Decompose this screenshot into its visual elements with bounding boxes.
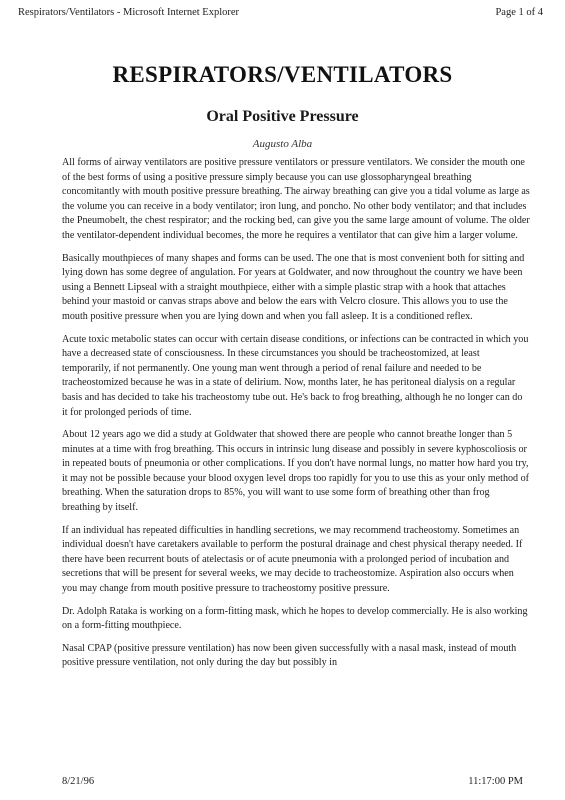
print-header <box>18 6 543 19</box>
paragraph: Dr. Adolph Rataka is working on a form-fitting mask, which he hopes to develop commercially. He is also working on a form-fitting mouthpiece. <box>62 605 528 632</box>
article-body <box>62 156 530 679</box>
print-date: 8/21/96 <box>62 776 95 787</box>
paragraph: Nasal CPAP (positive pressure ventilation) has now been given successfully with a nasal mask, instead of mouth positive pressure ventilation, not only during the day but possibly in <box>62 642 517 669</box>
paragraph: Acute toxic metabolic states can occur with certain disease conditions, or infections can be contracted in which you have a decreased state of consciousness. In these circumstances you should be tracheostomized, at least temporarily, if not permanently. One young man went through a period of renal failure and needed to be tracheostomized because he was in a state of delirium. Now, months later, he has peritoneal dialysis on a regular basis and has decided to take his tracheostomy tube out. He's back to frog breathing, although he no longer can do it for prolonged periods of time. <box>62 333 529 418</box>
paragraph: If an individual has repeated difficulties in handling secretions, we may recommend tracheostomy. Sometimes an individual doesn't have caretakers available to perform the postural drainage and chest physical therapy needed. If there have been recurrent bouts of atelectasis or of acute pneumonia with a prolonged period of incubation and secretions that will be present for several weeks, we may decide to tracheostomize. Aspiration also occurs when you may change from mouth positive pressure to tracheostomy positive pressure. <box>62 524 523 595</box>
paragraph: All forms of airway ventilators are positive pressure ventilators or pressure ventilators. We consider the mouth one of the best forms of using a positive pressure simply because you can use glossopharyngeal breathing concomitantly with mouth positive pressure breathing. The airway breathing can give you a tidal volume as large as the volume you can receive in a body ventilator; iron lung, and poncho. No other body ventilator; and that includes the Pneumobelt, the chest respirator; and the rocking bed, can give you the same large amount of volume. The older the ventilator-dependent individual becomes, the more he requires a ventilator that can give him a larger volume. <box>62 157 530 241</box>
document-subtitle: Oral Positive Pressure <box>206 108 359 125</box>
document-title: RESPIRATORS/VENTILATORS <box>112 62 453 87</box>
paragraph: About 12 years ago we did a study at Goldwater that showed there are people who cannot breathe longer than 5 minutes at a time with frog breathing. This occurs in intrinsic lung disease and possibly in severe kyphoscoliosis or in repeated bouts of pneumonia or other complications. If you don't have normal lungs, no matter how hard you try, it may not be possible because your blood oxygen level drops too rapidly for you to use this as your only method of breathing. When the saturation drops to 85%, you will want to use some form of breathing other than frog breathing by itself. <box>62 429 530 514</box>
author-name: Augusto Alba <box>252 138 313 150</box>
window-title: Respirators/Ventilators - Microsoft Internet Explorer <box>18 7 240 18</box>
page-indicator: Page 1 of 4 <box>495 7 543 18</box>
print-footer <box>62 776 523 787</box>
paragraph: Basically mouthpieces of many shapes and forms can be used. The one that is most convenient both for sitting and lying down has some degree of angulation. For years at Goldwater, and now throughout the country we have been using a Bennett Lipseal with a straight mouthpiece, either with a simple plastic strap with a hook that attaches behind your mastoid or canvas straps above and below the ears with Velcro closure. This allows you to use the mouth positive pressure when you are lying down and when you fall asleep. It is a conditioned reflex. <box>62 252 525 322</box>
print-time: 11:17:00 PM <box>468 776 523 787</box>
